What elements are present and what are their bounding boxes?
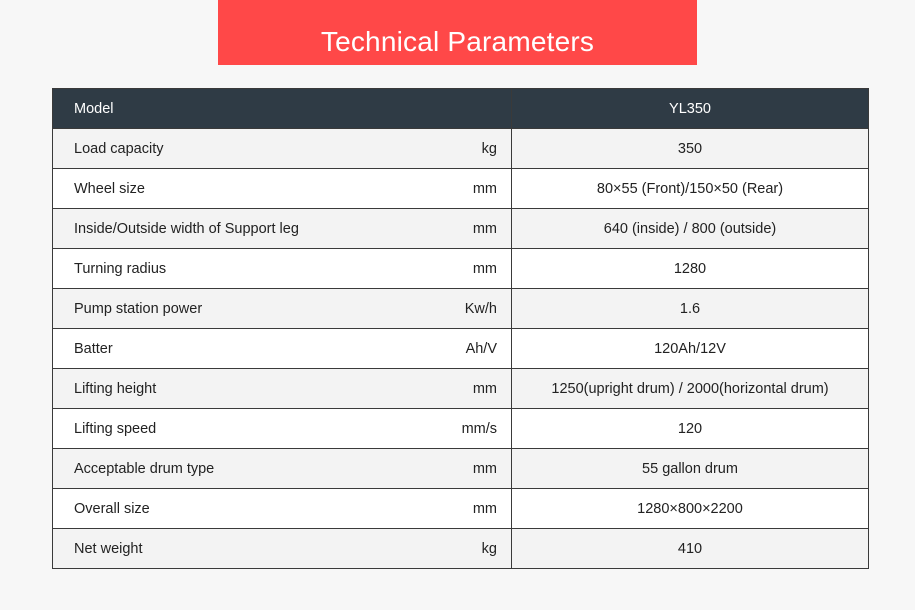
param-cell xyxy=(53,489,512,529)
header-label: Model xyxy=(74,100,114,117)
table-row xyxy=(53,209,869,249)
param-label: Acceptable drum type xyxy=(74,460,215,477)
param-value: 120Ah/12V xyxy=(654,340,726,357)
param-value: 410 xyxy=(677,540,703,557)
table-row xyxy=(53,169,869,209)
param-unit: mm xyxy=(472,380,497,397)
param-value: 350 xyxy=(677,140,703,157)
param-value: 55 gallon drum xyxy=(642,460,738,477)
value-cell xyxy=(512,489,869,529)
table-row xyxy=(53,329,869,369)
value-cell xyxy=(512,209,869,249)
header-value: YL350 xyxy=(669,100,711,117)
table-row xyxy=(53,289,869,329)
param-value: 80×55 (Front)/150×50 (Rear) xyxy=(596,180,784,197)
table-row xyxy=(53,249,869,289)
header-value-cell xyxy=(512,89,869,129)
page-title: Technical Parameters xyxy=(320,26,595,57)
param-unit: mm xyxy=(472,260,497,277)
param-unit: mm xyxy=(472,460,497,477)
param-label: Inside/Outside width of Support leg xyxy=(74,220,299,237)
value-cell xyxy=(512,329,869,369)
param-label: Overall size xyxy=(74,500,150,517)
param-value: 1250(upright drum) / 2000(horizontal drum) xyxy=(551,380,829,397)
param-cell xyxy=(53,209,512,249)
value-cell xyxy=(512,409,869,449)
param-cell xyxy=(53,289,512,329)
param-unit: mm xyxy=(472,220,497,237)
table-row xyxy=(53,489,869,529)
param-unit: mm xyxy=(472,180,497,197)
table-row xyxy=(53,409,869,449)
param-value: 1.6 xyxy=(679,300,701,317)
value-cell xyxy=(512,449,869,489)
value-cell xyxy=(512,289,869,329)
value-cell xyxy=(512,249,869,289)
param-cell xyxy=(53,529,512,569)
value-cell xyxy=(512,369,869,409)
param-value: 1280×800×2200 xyxy=(637,500,743,517)
param-label: Lifting speed xyxy=(74,420,157,437)
param-unit: Kw/h xyxy=(464,300,497,317)
param-label: Batter xyxy=(74,340,113,357)
param-label: Load capacity xyxy=(74,140,164,157)
param-label: Net weight xyxy=(74,540,143,557)
param-cell xyxy=(53,369,512,409)
table-row xyxy=(53,529,869,569)
param-unit: mm/s xyxy=(461,420,497,437)
param-unit: mm xyxy=(472,500,497,517)
param-value: 640 (inside) / 800 (outside) xyxy=(603,220,777,237)
value-cell xyxy=(512,169,869,209)
param-cell xyxy=(53,329,512,369)
param-cell xyxy=(53,249,512,289)
param-cell xyxy=(53,129,512,169)
title-banner xyxy=(218,0,697,65)
param-label: Pump station power xyxy=(74,300,203,317)
param-cell xyxy=(53,449,512,489)
param-value: 1280 xyxy=(673,260,707,277)
param-cell xyxy=(53,169,512,209)
table-row xyxy=(53,129,869,169)
value-cell xyxy=(512,529,869,569)
param-label: Wheel size xyxy=(74,180,145,197)
specs-table xyxy=(52,88,869,569)
param-value: 120 xyxy=(677,420,703,437)
param-unit: kg xyxy=(481,140,497,157)
param-unit: Ah/V xyxy=(465,340,497,357)
table-row xyxy=(53,369,869,409)
value-cell xyxy=(512,129,869,169)
param-unit: kg xyxy=(481,540,497,557)
table-header-row xyxy=(53,89,869,129)
param-cell xyxy=(53,409,512,449)
param-label: Lifting height xyxy=(74,380,157,397)
header-label-cell xyxy=(53,89,512,129)
param-label: Turning radius xyxy=(74,260,167,277)
table-row xyxy=(53,449,869,489)
